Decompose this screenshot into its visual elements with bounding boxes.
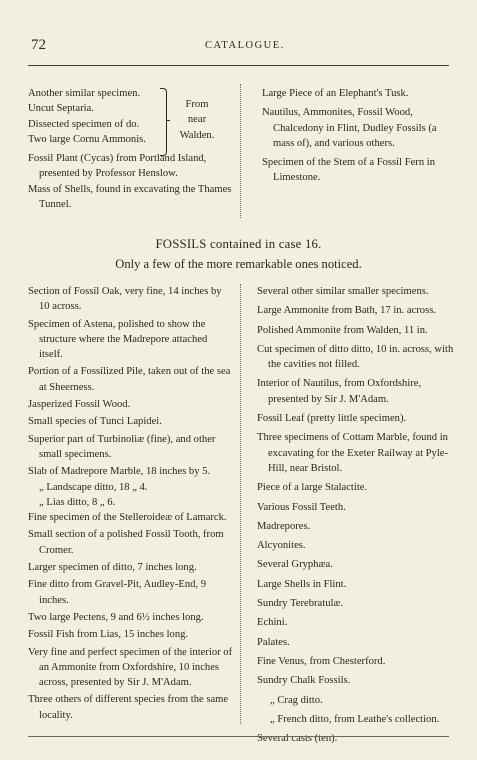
bracket-tip bbox=[166, 120, 170, 121]
list-item: Specimen of Astena, polished to show the structure where the Madrepore attached itself. bbox=[28, 318, 208, 361]
list-item: Palates. bbox=[257, 636, 290, 648]
list-item: „ Landscape ditto, 18 „ 4. bbox=[39, 481, 148, 493]
page-number: 72 bbox=[31, 37, 46, 53]
running-title: CATALOGUE. bbox=[205, 40, 285, 51]
list-item: Several other similar smaller specimens. bbox=[257, 286, 429, 297]
list-item: Nautilus, Ammonites, Fossil Wood, Chalcedony in Flint, Dudley Fossils (a mass of), and various others. bbox=[262, 107, 437, 149]
list-item: Several casts (ten). bbox=[257, 733, 338, 745]
list-item: Three specimens of Cottam Marble, found in excavating for the Exeter Railway at Pyle-Hill, near Bristol. bbox=[257, 432, 449, 474]
list-item: Large Piece of an Elephant's Tusk. bbox=[262, 88, 409, 99]
list-item: Slab of Madrepore Marble, 18 inches by 5. bbox=[28, 466, 211, 478]
bracket-label-line: Walden. bbox=[179, 129, 215, 141]
list-item: Fossil Leaf (pretty little specimen). bbox=[257, 413, 407, 425]
list-item: Fine Venus, from Chesterford. bbox=[257, 655, 386, 667]
bracket bbox=[160, 88, 167, 156]
list-item: Jasperized Fossil Wood. bbox=[28, 399, 131, 411]
list-item: Various Fossil Teeth. bbox=[257, 501, 346, 513]
list-item: Several Gryphæa. bbox=[257, 559, 333, 571]
list-item: Large Shells in Flint. bbox=[257, 578, 347, 590]
list-item: Mass of Shells, found in excavating the Thames Tunnel. bbox=[28, 183, 232, 210]
list-item: Three others of different species from the same locality. bbox=[28, 694, 229, 721]
footer-rule bbox=[28, 736, 449, 737]
list-item: Sundry Terebratulæ. bbox=[257, 598, 344, 610]
list-item: Interior of Nautilus, from Oxfordshire, presented by Sir J. M'Adam. bbox=[257, 378, 422, 405]
list-item: Fine ditto from Gravel-Pit, Audley-End, 9 inches. bbox=[28, 579, 207, 606]
column-divider bbox=[240, 84, 241, 218]
list-item: Portion of a Fossilized Pile, taken out of the sea at Sheerness. bbox=[28, 366, 231, 393]
list-item: Alcyonites. bbox=[257, 540, 306, 552]
section-subtitle: Only a few of the more remarkable ones noticed. bbox=[115, 257, 362, 271]
list-item: „ Lias ditto, 8 „ 6. bbox=[39, 496, 116, 508]
list-item: Small section of a polished Fossil Tooth, from Cromer. bbox=[28, 529, 224, 556]
list-item: Piece of a large Stalactite. bbox=[257, 482, 368, 494]
bracket-label-line: From bbox=[185, 99, 209, 110]
list-item: Very fine and perfect specimen of the interior of an Ammonite from Oxfordshire, 10 inches across, presented by Sir J. M'Adam. bbox=[28, 646, 233, 689]
column-divider bbox=[240, 284, 241, 724]
list-item: Fossil Plant (Cycas) from Portland Island, presented by Professor Henslow. bbox=[28, 153, 207, 180]
top-right-list bbox=[262, 86, 452, 186]
list-item: Fine specimen of the Stelleroideæ of Lamarck. bbox=[28, 512, 227, 524]
bracket-label bbox=[172, 97, 222, 143]
list-item: Cut specimen of ditto ditto, 10 in. across, with the cavities not filled. bbox=[257, 343, 454, 371]
list-item: „ French ditto, from Leathe's collection. bbox=[270, 713, 440, 725]
bracket-label-line: near bbox=[187, 114, 207, 126]
list-item: Large Ammonite from Bath, 17 in. across. bbox=[257, 305, 436, 317]
list-item: Madrepores. bbox=[257, 520, 311, 532]
list-item: Polished Ammonite from Walden, 11 in. bbox=[257, 324, 428, 336]
right-fossil-list bbox=[257, 284, 455, 746]
header-rule bbox=[28, 65, 449, 66]
list-item: Section of Fossil Oak, very fine, 14 inches by 10 across. bbox=[28, 286, 222, 313]
list-item: Specimen of the Stem of a Fossil Fern in Limestone. bbox=[262, 157, 436, 184]
list-item: Uncut Septaria. bbox=[28, 103, 94, 115]
list-item: Another similar specimen. bbox=[28, 88, 141, 99]
list-item: Superior part of Turbinoliæ (fine), and other small specimens. bbox=[28, 433, 216, 460]
list-item: Small species of Tunci Lapidei. bbox=[28, 416, 162, 428]
list-item: Echini. bbox=[257, 617, 288, 629]
list-item: Fossil Fish from Lias, 15 inches long. bbox=[28, 629, 189, 641]
list-item: „ Crag ditto. bbox=[270, 694, 323, 706]
list-item: Two large Pectens, 9 and 6½ inches long. bbox=[28, 611, 204, 623]
list-item: Dissected specimen of do. bbox=[28, 118, 140, 130]
list-item: Sundry Chalk Fossils. bbox=[257, 675, 351, 687]
list-item: Two large Cornu Ammonis. bbox=[28, 133, 146, 145]
bracketed-list bbox=[28, 86, 163, 147]
top-left-list bbox=[28, 151, 233, 212]
list-item: Larger specimen of ditto, 7 inches long. bbox=[28, 562, 197, 574]
left-fossil-list bbox=[28, 284, 233, 723]
section-title: FOSSILS contained in case 16. bbox=[155, 237, 322, 251]
